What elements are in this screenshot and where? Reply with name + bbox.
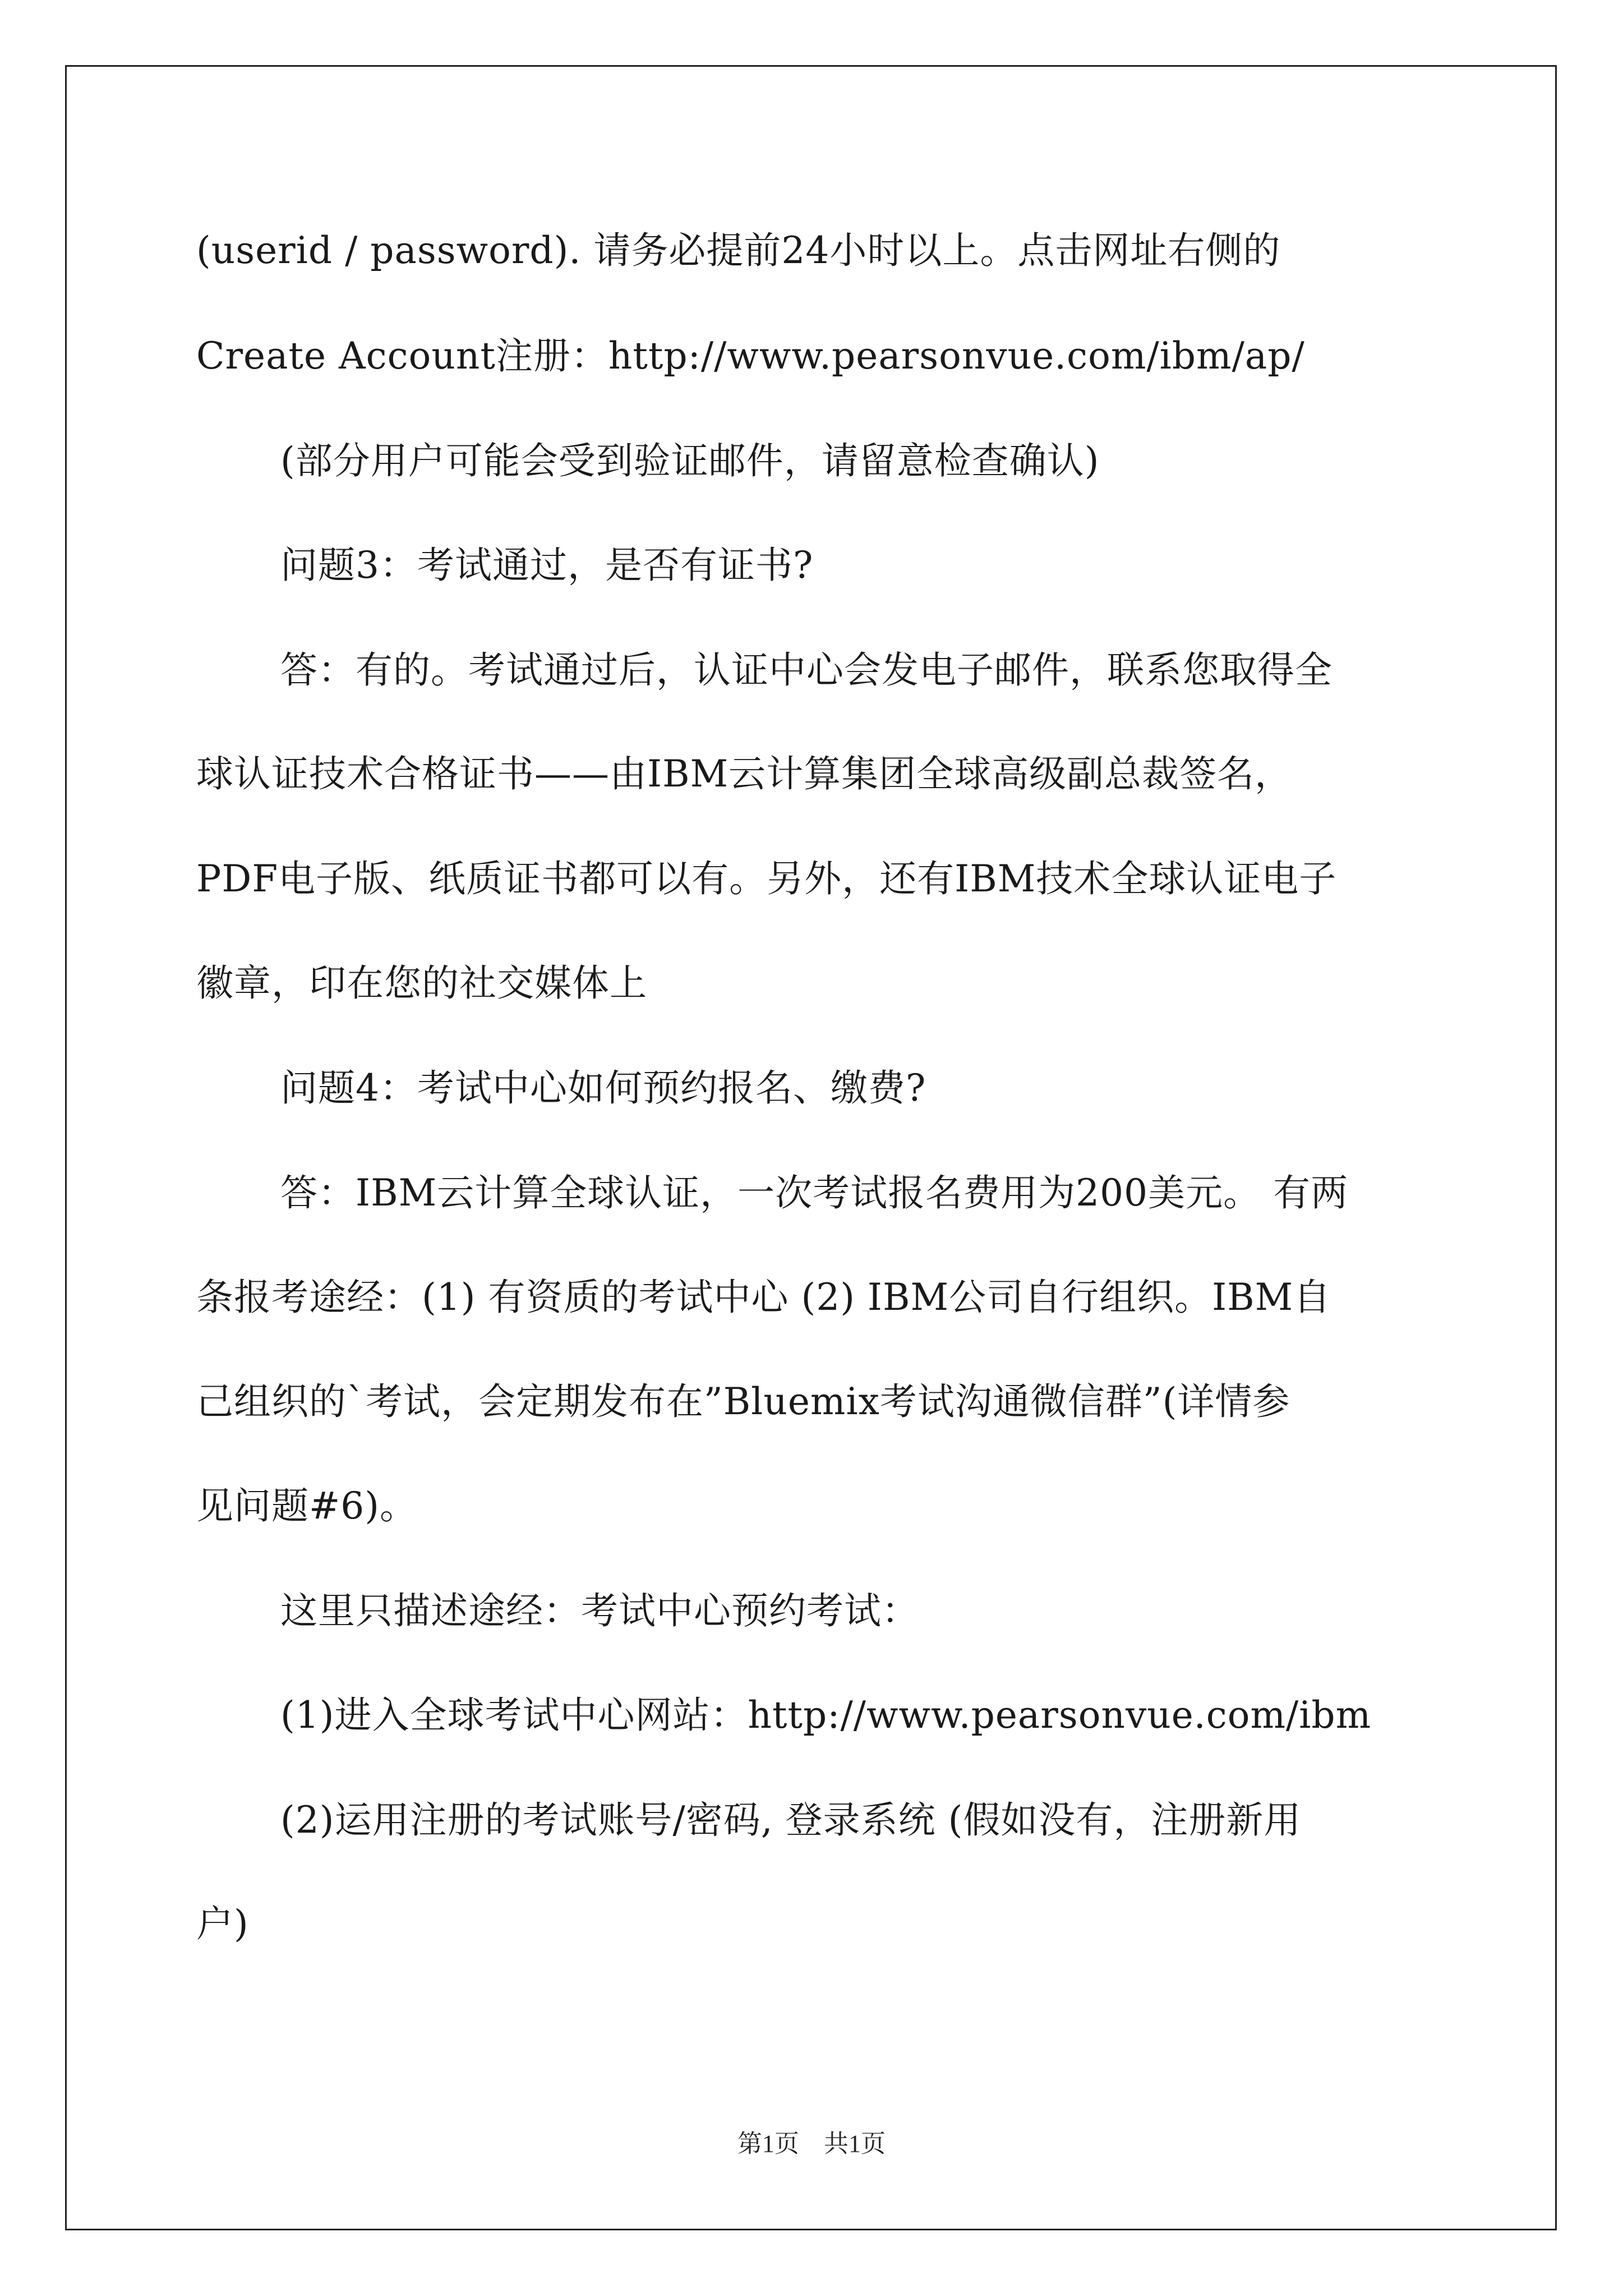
text-line-2: Create Account注册：http://www.pearsonvue.com/ibm/ap/ [196,334,1305,378]
text-line-7: PDF电子版、纸质证书都可以有。另外，还有IBM技术全球认证电子 [196,857,1337,900]
text-line-8: 徽章，印在您的社交媒体上 [196,961,647,1005]
text-line-1: (userid / password). 请务必提前24小时以上。点击网址右侧的 [196,229,1281,272]
text-line-6: 球认证技术合格证书——由IBM云计算集团全球高级副总裁签名， [196,752,1293,795]
text-line-16: (2)运用注册的考试账号/密码, 登录系统 (假如没有，注册新用 [280,1798,1302,1842]
text-line-12: 己组织的`考试，会定期发布在”Bluemix考试沟通微信群”(详情参 [196,1380,1290,1423]
page-border [65,65,1557,2230]
text-line-17: 户) [196,1902,249,1945]
text-line-3: (部分用户可能会受到验证邮件，请留意检查确认) [280,439,1100,482]
text-line-15: (1)进入全球考试中心网站：http://www.pearsonvue.com/ibm [280,1694,1372,1737]
page-number-footer: 第1页 共1页 [737,2130,886,2157]
text-line-14: 这里只描述途经：考试中心预约考试： [280,1589,919,1632]
text-line-5: 答：有的。考试通过后，认证中心会发电子邮件，联系您取得全 [280,648,1332,692]
question-3-heading: 问题3：考试通过，是否有证书? [280,544,814,587]
text-line-11: 条报考途经：(1) 有资质的考试中心 (2) IBM公司自行组织。IBM自 [196,1276,1331,1319]
text-line-10: 答：IBM云计算全球认证，一次考试报名费用为200美元。 有两 [280,1171,1349,1214]
text-line-13: 见问题#6)。 [196,1484,418,1527]
question-4-heading: 问题4：考试中心如何预约报名、缴费? [280,1066,926,1110]
